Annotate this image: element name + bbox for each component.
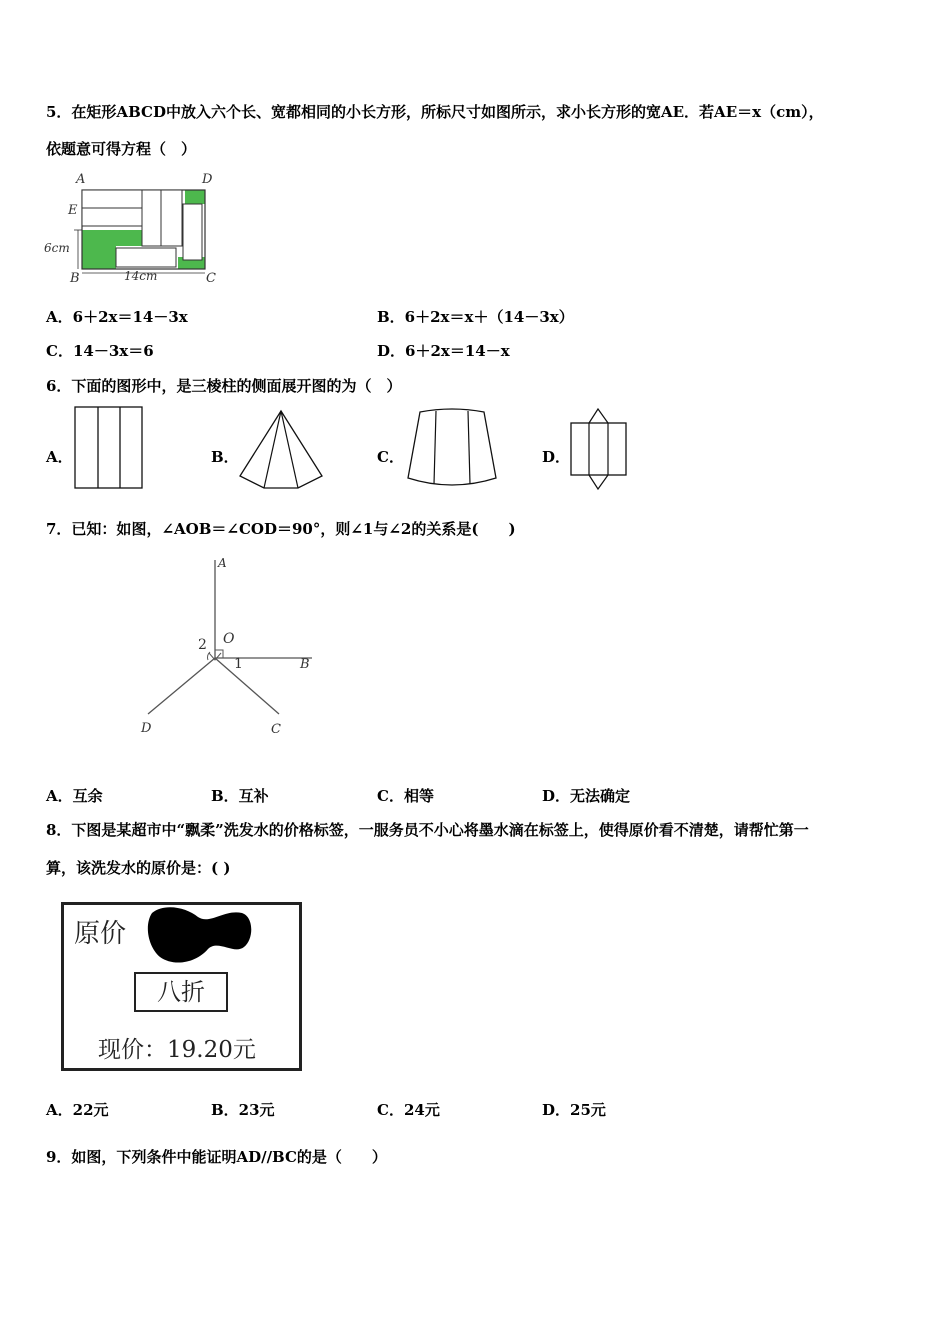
q5-label-E: E <box>68 203 78 218</box>
q9-text-line1: 9．如图，下列条件中能证明AD//BC的是（ ） <box>46 1148 387 1166</box>
price-tag-discount: 八折 <box>134 972 228 1012</box>
q7-label-B: B <box>300 657 310 672</box>
q5-label-B: B <box>70 271 80 286</box>
q6-option-d-label: D． <box>542 448 571 466</box>
q7-label-O: O <box>223 631 235 647</box>
q7-option-b: B．互补 <box>211 787 269 805</box>
q5-label-C: C <box>206 271 216 286</box>
q6-option-c-label: C． <box>377 448 404 466</box>
q8-option-d: D．25元 <box>542 1101 606 1119</box>
q7-option-c: C．相等 <box>377 787 434 805</box>
q7-angle-figure <box>136 552 326 742</box>
q6-option-a-label: A． <box>46 448 73 466</box>
q5-label-A: A <box>76 172 86 187</box>
q5-label-D: D <box>202 172 213 187</box>
q7-label-A: A <box>218 556 227 570</box>
price-tag-current-price: 现价：19.20元 <box>98 1037 256 1063</box>
q8-option-a: A．22元 <box>46 1101 109 1119</box>
q5-option-c: C．14－3x＝6 <box>46 342 154 360</box>
q8-option-b: B．23元 <box>211 1101 275 1119</box>
q8-option-c: C．24元 <box>377 1101 440 1119</box>
q6-figure-d <box>568 406 630 492</box>
q6-figure-a <box>72 405 146 491</box>
q7-label-two: 2 <box>198 637 207 653</box>
q7-text-line1: 7．已知：如图，∠AOB＝∠COD＝90°，则∠1与∠2的关系是( ) <box>46 520 516 538</box>
q7-label-C: C <box>271 722 281 737</box>
q5-rectangle-figure <box>44 168 224 288</box>
ink-blot <box>146 905 254 967</box>
q5-text-line2: 依题意可得方程（ ） <box>46 140 197 158</box>
price-tag-original-label: 原价 <box>74 919 127 949</box>
q5-label-height: 6cm <box>44 241 70 255</box>
q6-figure-b <box>236 408 326 492</box>
q8-text-line1: 8．下图是某超市中“飘柔”洗发水的价格标签，一服务员不小心将墨水滴在标签上，使得原价看不清楚，请帮忙第一 <box>46 821 809 839</box>
q5-label-width: 14cm <box>124 269 158 283</box>
q7-option-a: A．互余 <box>46 787 103 805</box>
q5-option-b: B．6＋2x＝x＋（14－3x） <box>377 308 574 326</box>
q6-figure-c <box>404 408 500 492</box>
price-tag <box>61 902 302 1071</box>
q5-text-line1: 5．在矩形ABCD中放入六个长、宽都相同的小长方形，所标尺寸如图所示，求小长方形的宽AE．若AE＝x（cm）， <box>46 103 824 121</box>
q5-option-a: A．6＋2x＝14－3x <box>46 308 188 326</box>
q7-option-d: D．无法确定 <box>542 787 631 805</box>
q8-text-line2: 算，该洗发水的原价是：( ) <box>46 859 231 877</box>
q5-option-d: D．6＋2x＝14－x <box>377 342 510 360</box>
q6-option-b-label: B． <box>211 448 239 466</box>
q7-label-one: 1 <box>234 656 243 672</box>
q7-label-D: D <box>141 721 152 736</box>
q6-text-line1: 6．下面的图形中，是三棱柱的侧面展开图的为（ ） <box>46 377 402 395</box>
